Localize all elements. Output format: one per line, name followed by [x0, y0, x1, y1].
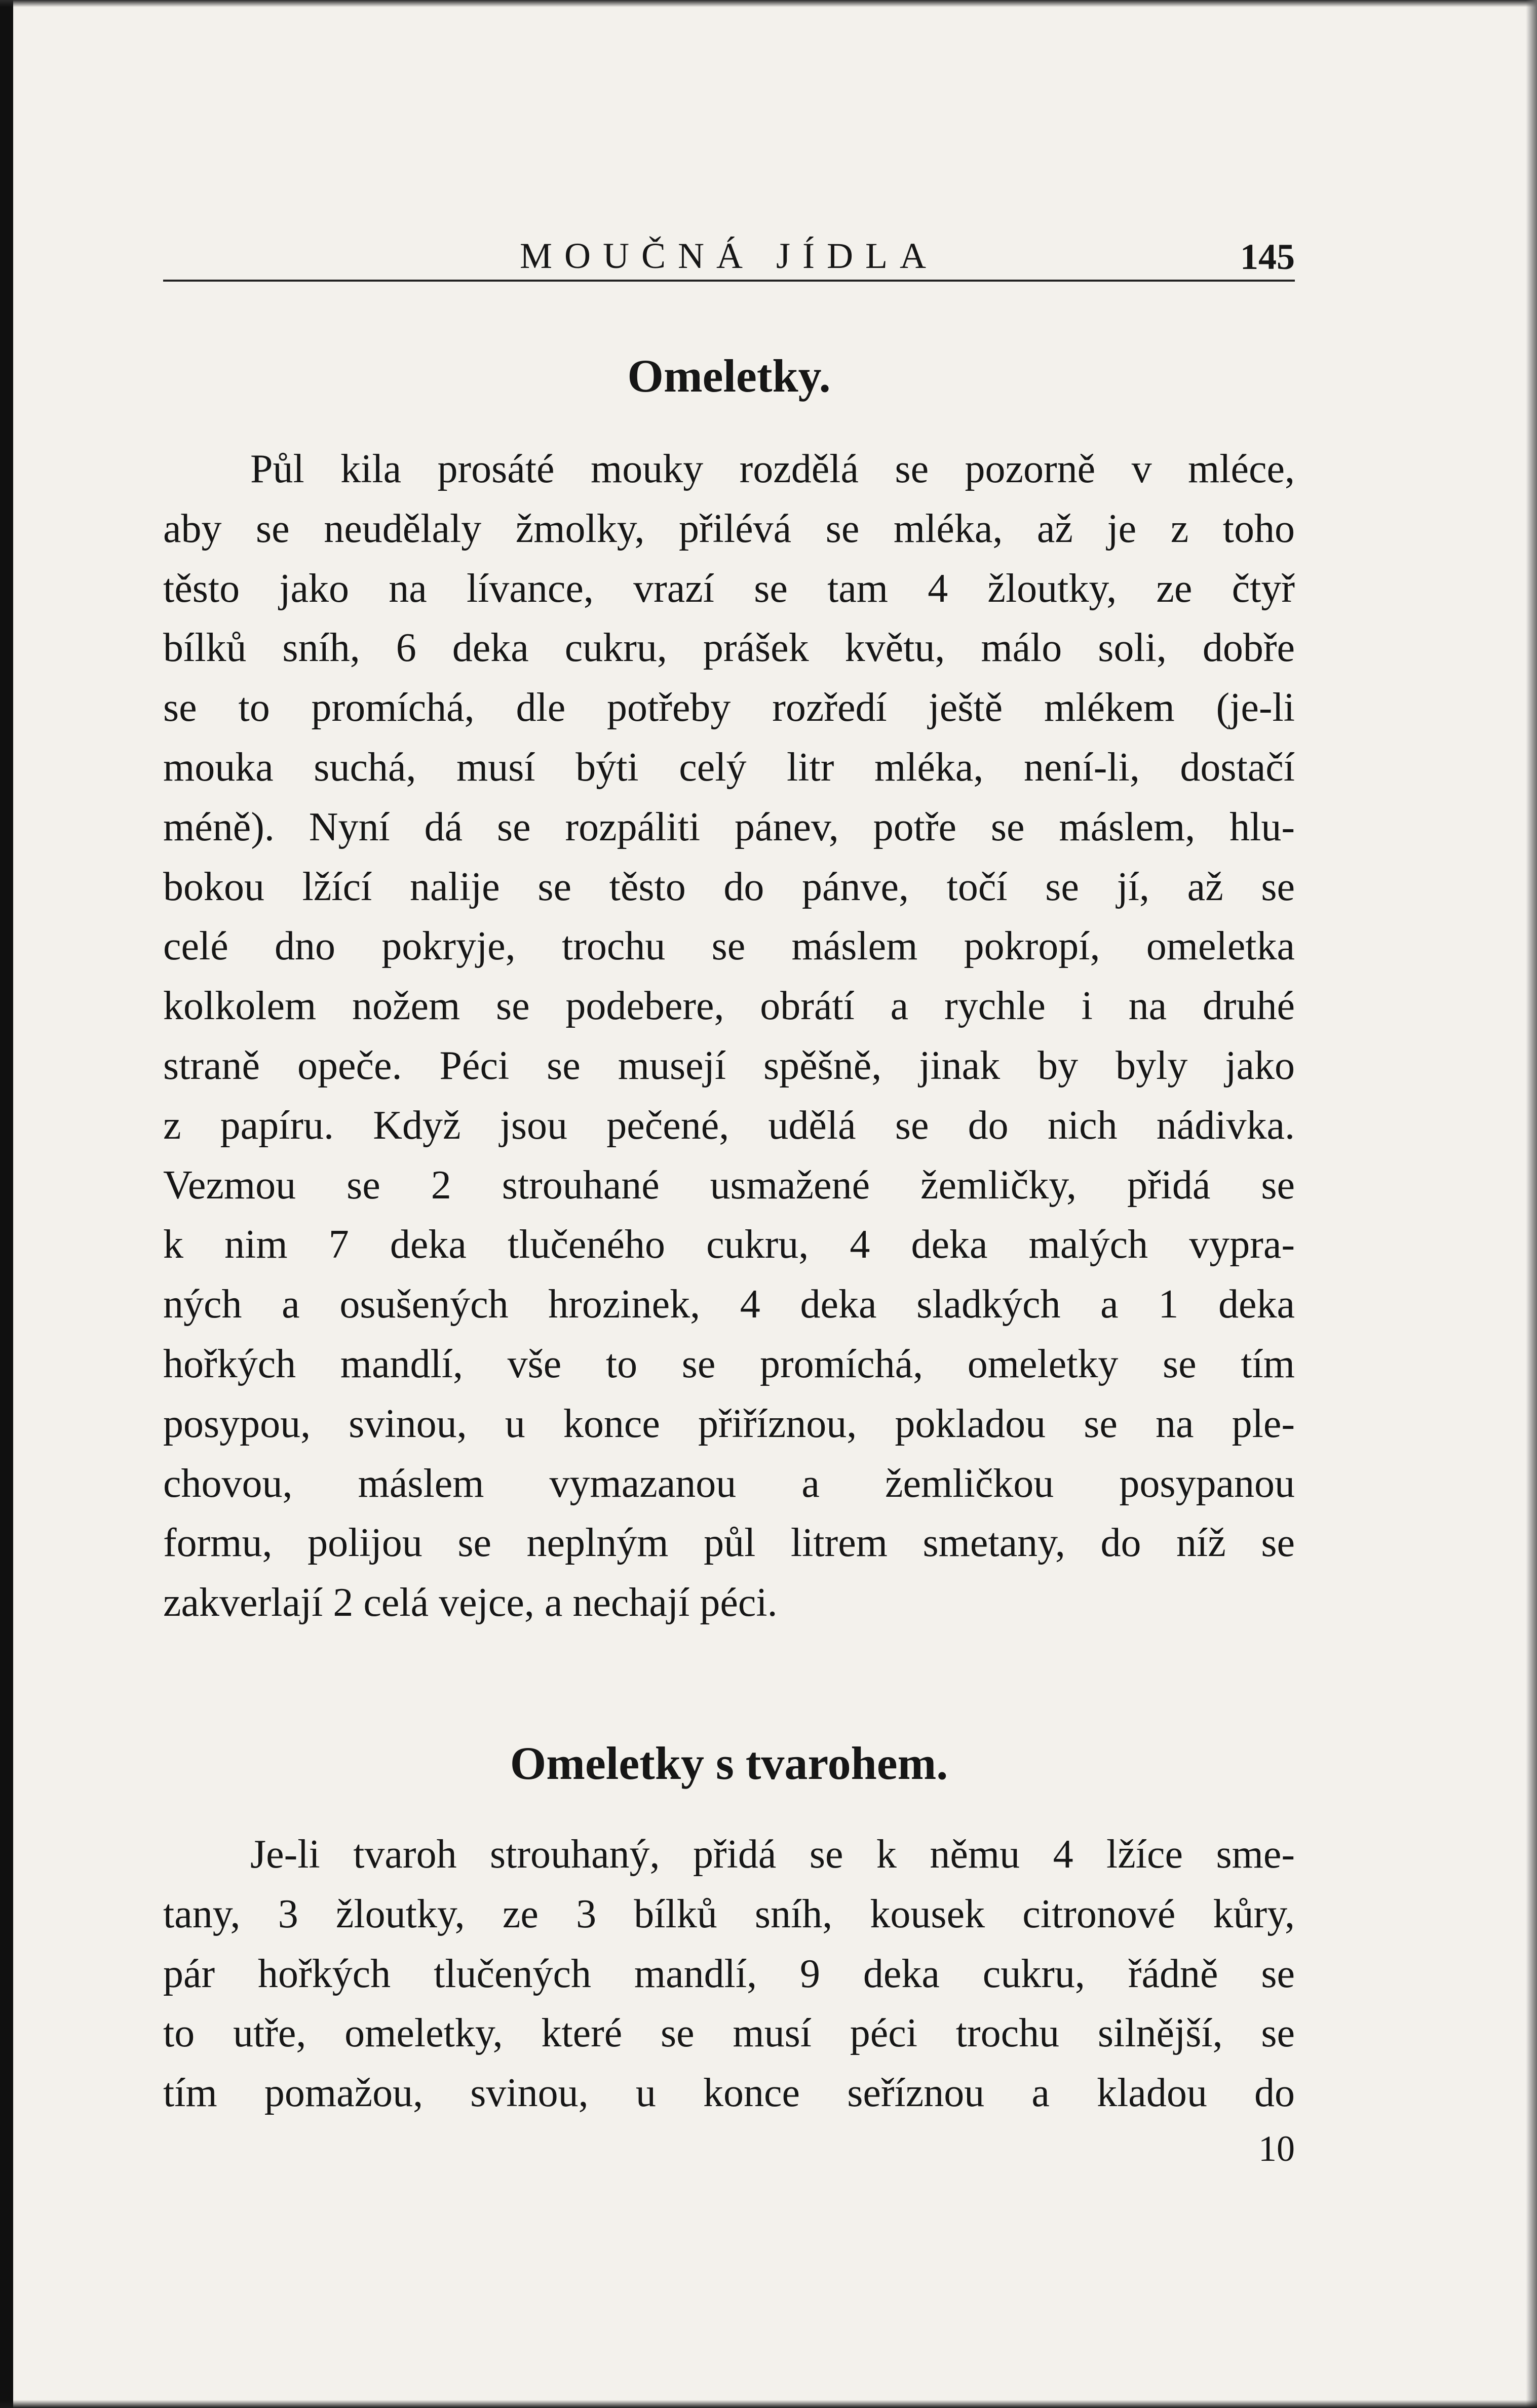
text-line: formu, polijou se neplným půl litrem smetany, do níž se [163, 1521, 1295, 1566]
text-line: chovou, máslem vymazanou a žemličkou posypanou [163, 1461, 1295, 1506]
text-line: méně). Nyní dá se rozpáliti pánev, potře se máslem, hlu- [163, 804, 1295, 849]
running-title: MOUČNÁ JÍDLA [520, 236, 938, 276]
running-head [163, 223, 1295, 282]
text-line: straně opeče. Péci se musejí spěšně, jinak by byly jako [163, 1043, 1295, 1088]
text-line: hořkých mandlí, vše to se promíchá, omeletky se tím [163, 1341, 1295, 1386]
text-line: to utře, omeletky, které se musí péci trochu silnější, se [163, 2011, 1295, 2056]
text-line: se to promíchá, dle potřeby rozředí ještě mlékem (je-li [163, 685, 1295, 730]
page-number: 145 [1240, 237, 1295, 277]
text-line: mouka suchá, musí býti celý litr mléka, není-li, dostačí [163, 745, 1295, 790]
text-line: tany, 3 žloutky, ze 3 bílků sníh, kousek citronové kůry, [163, 1891, 1295, 1936]
text-line: kolkolem nožem se podebere, obrátí a rychle i na druhé [163, 984, 1295, 1029]
text-line: pár hořkých tlučených mandlí, 9 deka cukru, řádně se [163, 1951, 1295, 1996]
scan-shadow-top [0, 0, 1537, 7]
text-line: aby se neudělaly žmolky, přilévá se mléka, až je z toho [163, 506, 1295, 551]
printer-signature-mark: 10 [1258, 2128, 1295, 2169]
text-line: posypou, svinou, u konce přiříznou, pokladou se na ple- [163, 1401, 1295, 1446]
text-line: bokou lžící nalije se těsto do pánve, točí se jí, až se [163, 864, 1295, 909]
recipe-paragraph-omeletky-s-tvarohem [163, 1825, 1295, 2123]
text-line: z papíru. Když jsou pečené, udělá se do nich nádivka. [163, 1103, 1295, 1148]
scan-shadow-left [0, 0, 13, 2408]
scan-shadow-right [1526, 0, 1537, 2408]
text-line: celé dno pokryje, trochu se máslem pokropí, omeletka [163, 924, 1295, 969]
text-line: ných a osušených hrozinek, 4 deka sladkých a 1 deka [163, 1282, 1295, 1327]
section-title-omeletky-s-tvarohem: Omeletky s tvarohem. [510, 1737, 948, 1789]
text-line: bílků sníh, 6 deka cukru, prášek květu, málo soli, dobře [163, 626, 1295, 671]
text-line: k nim 7 deka tlučeného cukru, 4 deka malých vypra- [163, 1222, 1295, 1267]
text-line: Je-li tvaroh strouhaný, přidá se k němu 4 lžíce sme- [250, 1832, 1295, 1877]
text-line: zakverlají 2 celá vejce, a nechají péci. [163, 1580, 778, 1625]
text-line: těsto jako na lívance, vrazí se tam 4 žloutky, ze čtyř [163, 566, 1295, 611]
book-page [163, 223, 1295, 2249]
text-line: Vezmou se 2 strouhané usmažené žemličky, přidá se [163, 1162, 1295, 1208]
recipe-paragraph-omeletky [163, 440, 1295, 1633]
scan-shadow-bottom [0, 2400, 1537, 2408]
section-title-omeletky: Omeletky. [627, 350, 831, 402]
text-line: Půl kila prosáté mouky rozdělá se pozorně v mléce, [250, 447, 1295, 491]
text-line: tím pomažou, svinou, u konce seříznou a kladou do [163, 2071, 1295, 2116]
